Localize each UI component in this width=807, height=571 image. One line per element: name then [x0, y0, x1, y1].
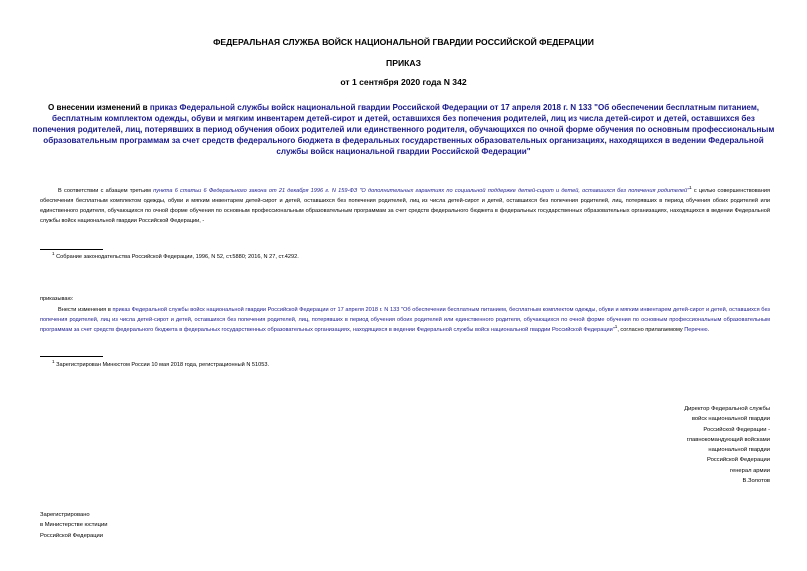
title-prefix: О внесении изменений в	[47, 103, 150, 112]
footnote-2	[52, 361, 752, 369]
footnote-1-text: Собрание законодательства Российской Федерации, 1996, N 52, ст.5880; 2016, N 27, ст.4292.	[54, 254, 299, 260]
order-link-list[interactable]: Перечню	[684, 327, 708, 333]
footnote-divider-2	[40, 356, 103, 357]
order-word: приказываю:	[40, 296, 74, 302]
preamble-link-federal-law[interactable]: пункта 6 статьи 6 Федерального закона от 21 декабря 1996 г. N 159-ФЗ "О дополнительных гарантиях по социальной поддержке детей-сирот и детей, оставшихся без попечения родителей"	[153, 188, 690, 194]
footnote-mark-2[interactable]: 1	[614, 324, 618, 330]
signature-line: главнокомандующий войсками	[686, 436, 770, 443]
signature-line: Российской Федерации	[706, 457, 770, 464]
order-paragraph	[40, 305, 770, 335]
signature-line: войск национальной гвардии	[691, 416, 770, 423]
registration-line: Зарегистрировано	[40, 512, 90, 518]
order-end: .	[707, 327, 710, 333]
order-link-order-133[interactable]: приказ Федеральной службы войск национальной гвардии Российской Федерации от 17 апреля 2018 г. N 133 "Об обеспечении бесплатным питанием, бесплатным комплектом одежды, обуви и мягким инвентарем детей-сирот и детей, оставшихся без попечения родителей, лиц из числа детей-сирот и детей, оставшихся без попечения родителей, лиц, потерявших в период обучения обоих родителей или единственного родителя, обучающихся по очной форме обучения по основным профессиональным образовательным программам за счет средств федерального бюджета в федеральных государственных образовательных организациях, находящихся в ведении Федеральной службы войск национальной гвардии Российской Федерации"	[40, 307, 770, 333]
footnote-2-mark: 1	[52, 359, 55, 365]
registration-block	[40, 510, 107, 541]
document-title	[30, 102, 777, 157]
signature-line: национальной гвардии	[708, 447, 770, 454]
signature-line: Российской Федерации -	[703, 426, 770, 433]
organization-heading: ФЕДЕРАЛЬНАЯ СЛУЖБА ВОЙСК НАЦИОНАЛЬНОЙ ГВАРДИИ РОССИЙСКОЙ ФЕДЕРАЦИИ	[213, 37, 594, 47]
signature-name: В.Золотов	[742, 478, 770, 485]
preamble-paragraph	[40, 186, 770, 226]
signature-line: генерал армии	[730, 467, 770, 474]
footnote-mark-1[interactable]: 1	[689, 185, 692, 191]
order-intro: Внести изменения в	[58, 307, 113, 313]
footnote-2-text: Зарегистрирован Минюстом России 10 мая 2018 года, регистрационный N 51053.	[54, 362, 270, 368]
footnote-divider-1	[40, 249, 103, 250]
preamble-rest: с целью совершенствования обеспечения бесплатным комплектом одежды, обуви и мягким инвентарем детей-сирот и детей, оставшихся без попечения родителей, лиц из числа детей-сирот и детей, оставшихся без попечения родителей, лиц, потерявших в период обучения обоих родителей или единственного родителя, обучающихся по очной форме обучения по основным профессиональным образовательным программам за счет средств федерального бюджета в федеральных государственных образовательных организациях, находящихся в ведении Федеральной службы войск национальной гвардии Российской Федерации, -	[40, 188, 770, 224]
footnote-1-mark: 1	[52, 251, 55, 257]
registration-line: в Министерстве юстиции	[40, 522, 108, 529]
footnote-1	[52, 253, 752, 261]
order-middle: , согласно прилагаемому	[617, 327, 685, 333]
document-type-heading: ПРИКАЗ	[386, 58, 421, 68]
signature-line: Директор Федеральной службы	[684, 406, 770, 412]
date-number-heading: от 1 сентября 2020 года N 342	[340, 77, 467, 87]
registration-line: Российской Федерации	[40, 532, 104, 539]
title-link-order-133[interactable]: приказ Федеральной службы войск национальной гвардии Российской Федерации от 17 апреля 2018 г. N 133 "Об обеспечении бесплатным питанием, бесплатным комплектом одежды, обуви и мягким инвентарем детей-сирот и детей, оставшихся без попечения родителей, лиц из числа детей-сирот и детей, оставшихся без попечения родителей, лиц, потерявших в период обучения обоих родителей или единственного родителя, обучающихся по очной форме обучения по основным профессиональным образовательным программам за счет средств федерального бюджета в федеральных государственных образовательных организациях, находящихся в ведении Федеральной службы войск национальной гвардии Российской Федерации"	[32, 103, 775, 156]
signature-block	[600, 404, 770, 486]
preamble-intro: В соответствии с абзацем третьим	[58, 188, 154, 194]
